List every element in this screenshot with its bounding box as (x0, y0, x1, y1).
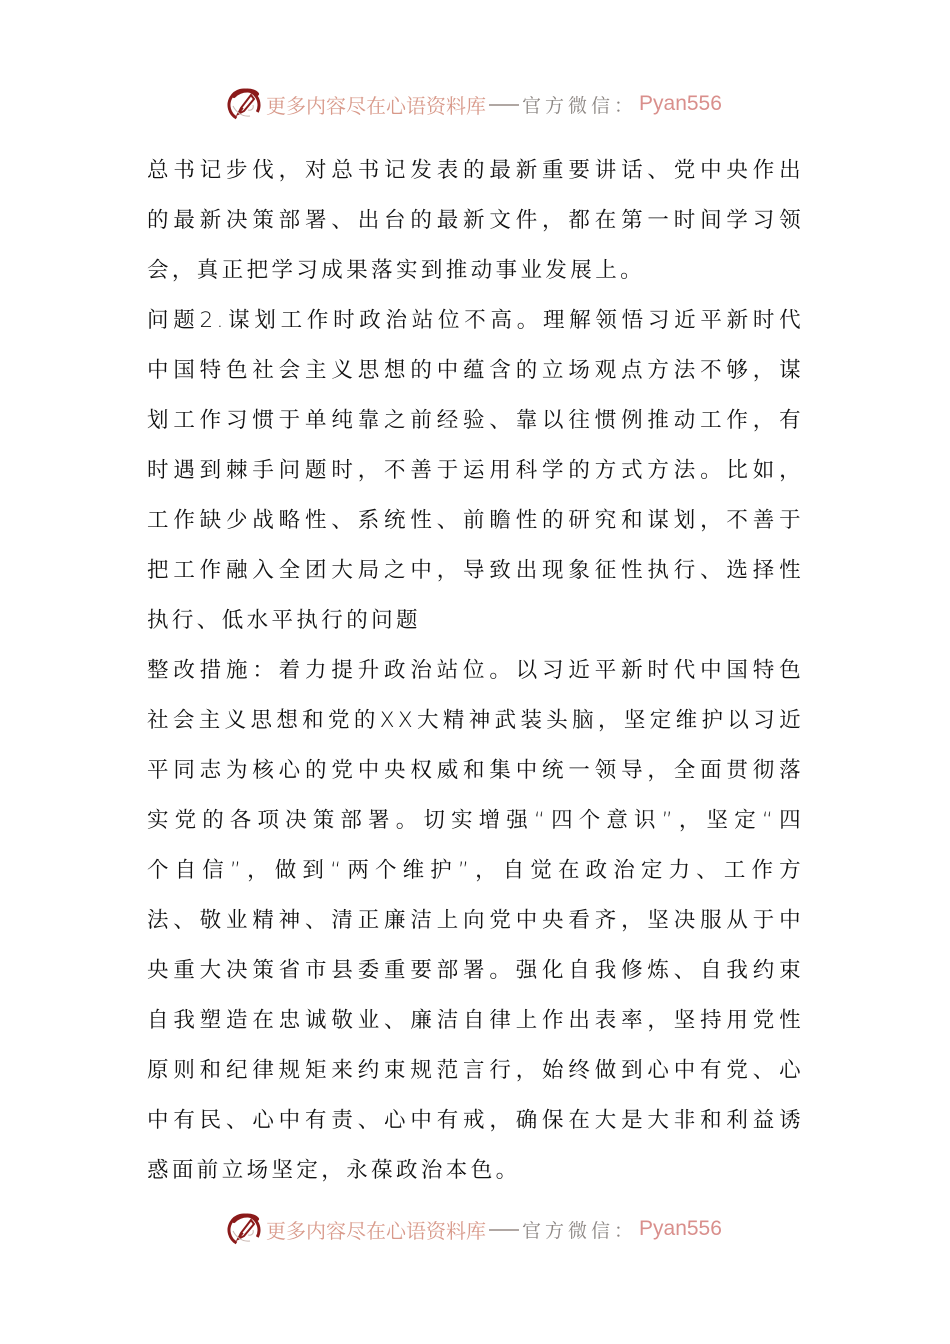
watermark-main-text: 更多内容尽在心语资料库 (266, 93, 486, 118)
text-line: 工作缺少战略性、系统性、前瞻性的研究和谋划，不善于 (147, 508, 804, 533)
watermark-sub-text: 官方微信： (522, 94, 638, 117)
text-line: 执行、低水平执行的问题 (147, 608, 421, 633)
text-line: 个自信”，做到“两个维护”，自觉在政治定力、工作方 (147, 858, 804, 883)
document-body (147, 150, 804, 1200)
text-line: 的最新决策部署、出台的最新文件，都在第一时间学习领 (147, 208, 804, 233)
header-watermark (224, 82, 724, 126)
text-line: 惑面前立场坚定，永葆政治本色。 (147, 1158, 521, 1183)
rectification-heading-line: 整改措施：着力提升政治站位。以习近平新时代中国特色 (147, 658, 804, 683)
text-line: 央重大决策省市县委重要部署。强化自我修炼、自我约束 (147, 958, 804, 983)
watermark-wechat-handle: Pyan556 (639, 1217, 722, 1240)
text-line: 时遇到棘手问题时，不善于运用科学的方式方法。比如， (147, 458, 804, 483)
problem-2-heading-line: 问题2.谋划工作时政治站位不高。理解领悟习近平新时代 (147, 308, 804, 333)
text-line: 会，真正把学习成果落实到推动事业发展上。 (147, 258, 646, 283)
text-line: 中国特色社会主义思想的中蕴含的立场观点方法不够，谋 (147, 358, 804, 383)
text-line: 社会主义思想和党的XX大精神武装头脑，坚定维护以习近 (147, 708, 804, 733)
text-line: 划工作习惯于单纯靠之前经验、靠以往惯例推动工作，有 (147, 408, 804, 433)
text-line: 实党的各项决策部署。切实增强“四个意识”，坚定“四 (147, 808, 804, 833)
text-line: 原则和纪律规矩来约束规范言行，始终做到心中有党、心 (147, 1058, 804, 1083)
pen-nib-logo-icon (224, 1209, 264, 1249)
text-line: 平同志为核心的党中央权威和集中统一领导，全面贯彻落 (147, 758, 804, 783)
text-line: 自我塑造在忠诚敬业、廉洁自律上作出表率，坚持用党性 (147, 1008, 804, 1033)
text-line: 中有民、心中有责、心中有戒，确保在大是大非和利益诱 (147, 1108, 804, 1133)
footer-watermark (224, 1207, 724, 1251)
pen-nib-logo-icon (224, 84, 264, 124)
watermark-main-text: 更多内容尽在心语资料库 (266, 1218, 486, 1243)
text-line: 把工作融入全团大局之中，导致出现象征性执行、选择性 (147, 558, 804, 583)
text-line: 法、敬业精神、清正廉洁上向党中央看齐，坚决服从于中 (147, 908, 804, 933)
watermark-dash (489, 1229, 519, 1231)
watermark-dash (489, 104, 519, 106)
watermark-sub-text: 官方微信： (522, 1219, 638, 1242)
watermark-wechat-handle: Pyan556 (639, 92, 722, 115)
text-line: 总书记步伐，对总书记发表的最新重要讲话、党中央作出 (147, 158, 804, 183)
